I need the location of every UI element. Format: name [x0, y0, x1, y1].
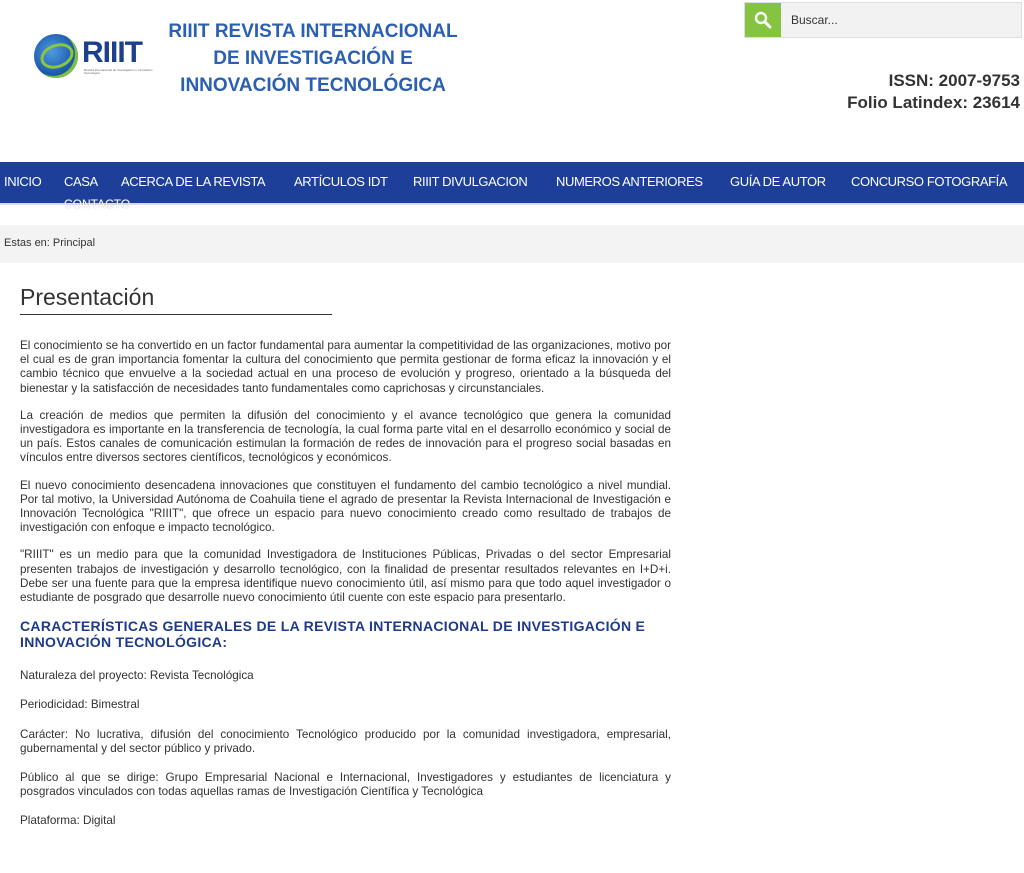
globe-logo-icon: [34, 34, 78, 78]
paragraph: El nuevo conocimiento desencadena innovaciones que constituyen el fundamento del cambio tecnológico a nivel mundial. Por tal motivo, la Universidad Autónoma de Coahuila tiene el agrado de presentar la Revista Internacional de Investigación e Innovación Tecnológica "RIIIT", que ofrece un espacio para nuevo conocimiento creado como resultado de trabajos de investigación con enfoque e impacto tecnológico.: [20, 478, 671, 535]
feature-item: Naturaleza del proyecto: Revista Tecnológica: [20, 669, 254, 683]
feature-item: Plataforma: Digital: [20, 814, 116, 828]
search-icon: [754, 11, 772, 29]
main-nav: [0, 162, 1024, 205]
site-logo[interactable]: [34, 34, 164, 80]
nav-item-articulos[interactable]: ARTÍCULOS IDT: [294, 174, 388, 189]
nav-item-divulgacion[interactable]: RIIIT DIVULGACION: [413, 174, 528, 189]
paragraph: El conocimiento se ha convertido en un factor fundamental para aumentar la competitividad de las organizaciones, motivo por el cual es de gran importancia fomentar la cultura del conocimiento que permita gestionar de forma eficaz la innovación y el cambio técnico que envuelve a la sociedad actual en una proceso de evolución y progreso, orientado a la búsqueda del bienestar y la satisfacción de necesidades tanto fundamentales como caprichosas y circunstanciales.: [20, 339, 671, 395]
paragraph: "RIIIT" es un medio para que la comunidad Investigadora de Instituciones Públicas, Privadas o del sector Empresarial presenten trabajos de investigación y desarrollo tecnológico, con la finalidad de presentar resultados relevantes en I+D+i. Debe ser una fuente para que la empresa identifique nuevo conocimiento útil, así mismo para que todo aquel investigador o estudiante de posgrado que desarrolle nuevo conocimiento útil cuente con este espacio para presentarlo.: [20, 548, 671, 605]
site-title-line-3: INNOVACIÓN TECNOLÓGICA: [180, 75, 446, 96]
issn-info: [847, 70, 1020, 114]
issn-number: ISSN: 2007-9753: [888, 71, 1020, 90]
logo-tagline: Revista Internacional de Investigación e Innovación Tecnológica: [84, 68, 153, 75]
paragraph: La creación de medios que permiten la difusión del conocimiento y el avance tecnológico que genera la comunidad investigadora es importante en la transferencia de tecnología, la cual forma parte vital en el desarrollo económico y social de un país. Estos canales de comunicación estimulan la formación de redes de innovación para el progreso social basadas en vínculos entre diversos sectores científicos, tecnológicos y económicos.: [20, 408, 671, 465]
feature-item: Carácter: No lucrativa, difusión del conocimiento Tecnológico producido por la comunidad investigadora, empresarial, gubernamental y del sector público y privado.: [20, 727, 671, 755]
article-body: [20, 339, 671, 844]
nav-item-casa[interactable]: CASA: [64, 174, 98, 189]
page-title: Presentación: [20, 284, 332, 315]
nav-item-guia-autor[interactable]: GUÍA DE AUTOR: [730, 174, 826, 189]
nav-item-contacto[interactable]: CONTACTO: [64, 197, 131, 211]
site-title-line-2: DE INVESTIGACIÓN E: [213, 48, 413, 69]
nav-item-inicio[interactable]: INICIO: [4, 174, 42, 189]
nav-item-concurso[interactable]: CONCURSO FOTOGRAFÍA: [851, 174, 1008, 189]
feature-item: Periodicidad: Bimestral: [20, 698, 140, 712]
site-title-line-1: RIIIT REVISTA INTERNACIONAL: [168, 21, 458, 42]
breadcrumb: Estas en: Principal: [0, 225, 1024, 263]
search-input[interactable]: [785, 3, 1015, 37]
nav-item-numeros-anteriores[interactable]: NUMEROS ANTERIORES: [556, 174, 703, 189]
section-heading: CARACTERÍSTICAS GENERALES DE LA REVISTA INTERNACIONAL DE INVESTIGACIÓN E INNOVACIÓN TECNOLÓGICA:: [20, 618, 646, 651]
search-box: [744, 2, 1022, 38]
site-title[interactable]: [168, 18, 458, 99]
folio-latindex: Folio Latindex: 23614: [847, 93, 1020, 112]
feature-item: Público al que se dirige: Grupo Empresarial Nacional e Internacional, Investigadores y estudiantes de licenciatura y posgrados vinculados con todas aquellas ramas de Investigación Científica y Tecnológica: [20, 771, 671, 799]
logo-wordmark: RIIIT: [82, 36, 142, 69]
search-button[interactable]: [745, 3, 781, 37]
nav-item-acerca[interactable]: ACERCA DE LA REVISTA: [121, 174, 266, 189]
